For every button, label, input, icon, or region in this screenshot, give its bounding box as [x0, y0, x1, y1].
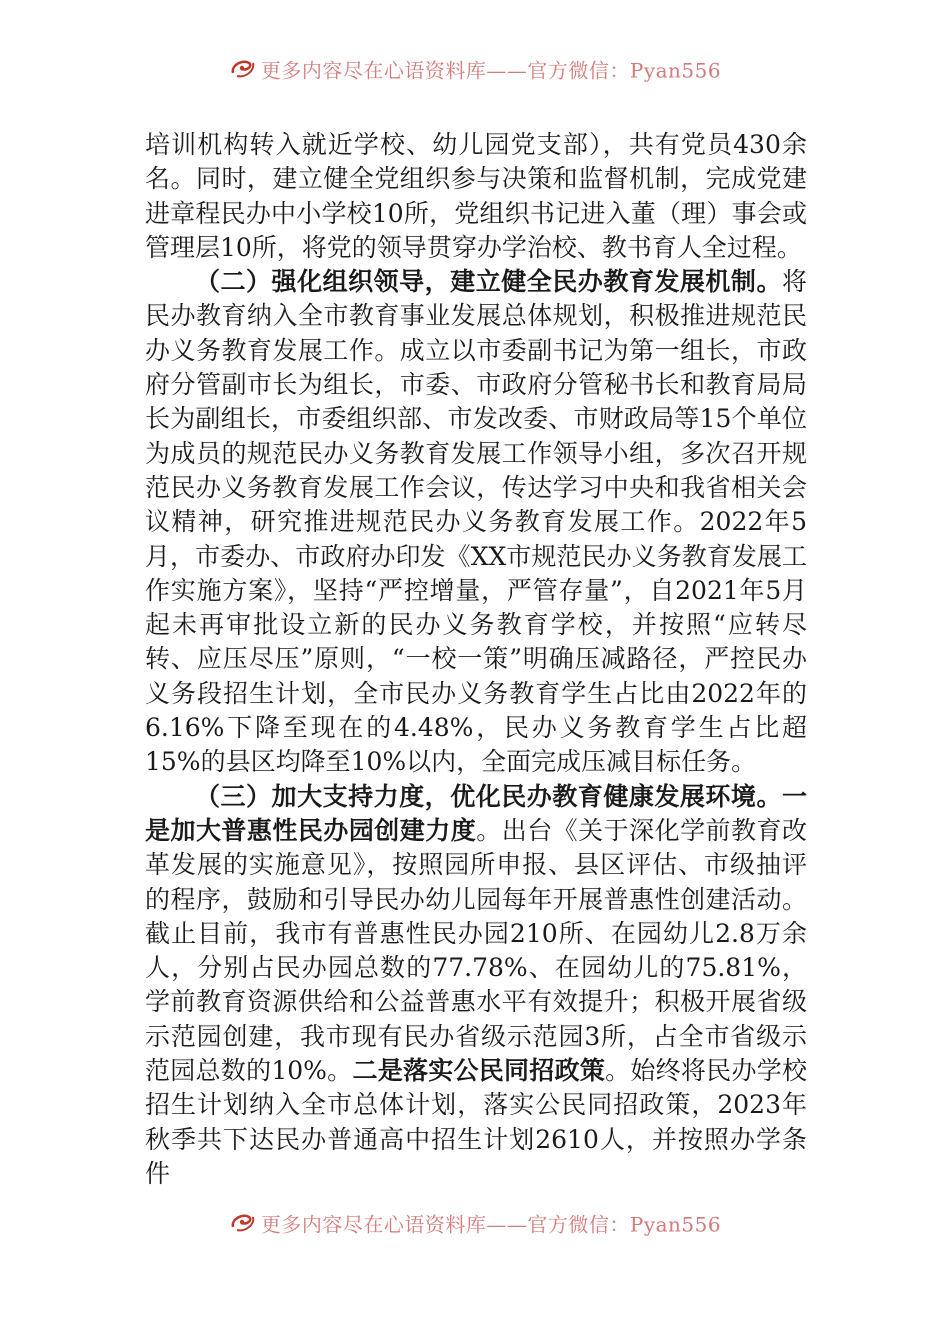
section-heading-3: （三）加大支持力度，优化民办教育健康发展环境。	[195, 781, 782, 811]
paragraph-text: 。始终将民办学校招生计划纳入全市总体计划，落实公民同招政策，2023年秋季共下达民办普通高中招生计划2610人，并按照办学条件	[145, 1056, 807, 1188]
document-body	[145, 128, 807, 1191]
watermark-text: 更多内容尽在心语资料库——官方微信：Pyan556	[260, 1212, 722, 1237]
swirl-logo-icon	[229, 1211, 257, 1239]
paragraph-text: 。出台《关于深化学前教育改革发展的实施意见》，按照园所申报、县区评估、市级抽评的程序，鼓励和引导民办幼儿园每年开展普惠性创建活动。截止目前，我市有普惠性民办园210所、在园幼儿2.8万余人，分别占民办园总数的77.78%、在园幼儿的75.81%，学前教育资源供给和公益普惠水平有效提升；积极开展省级示范园创建，我市现有民办省级示范园3所，占全市省级示范园总数的10%。	[145, 815, 807, 1086]
watermark-banner-bottom	[0, 1210, 950, 1239]
paragraph-1	[145, 128, 807, 265]
paragraph-3	[145, 780, 807, 1192]
paragraph-2	[145, 265, 807, 779]
point-heading-2: 二是落实公民同招政策	[352, 1056, 606, 1086]
paragraph-text: 培训机构转入就近学校、幼儿园党支部），共有党员430余名。同时，建立健全党组织参与决策和监督机制，完成党建进章程民办中小学校10所，党组织书记进入董（理）事会或管理层10所，将党的领导贯穿办学治校、教书育人全过程。	[145, 130, 807, 262]
paragraph-text: 将民办教育纳入全市教育事业发展总体规划，积极推进规范民办义务教育发展工作。成立以市委副书记为第一组长，市政府分管副市长为组长，市委、市政府分管秘书长和教育局局长为副组长，市委组织部、市发改委、市财政局等15个单位为成员的规范民办义务教育发展工作领导小组，多次召开规范民办义务教育发展工作会议，传达学习中央和我省相关会议精神，研究推进规范民办义务教育发展工作。2022年5月，市委办、市政府办印发《XX市规范民办义务教育发展工作实施方案》，坚持“严控增量，严管存量”，自2021年5月起未再审批设立新的民办义务教育学校，并按照“应转尽转、应压尽压”原则，“一校一策”明确压减路径，严控民办义务段招生计划，全市民办义务教育学生占比由2022年的6.16%下降至现在的4.48%，民办义务教育学生占比超15%的县区均降至10%以内，全面完成压减目标任务。	[145, 267, 807, 777]
watermark-text: 更多内容尽在心语资料库——官方微信：Pyan556	[260, 58, 722, 83]
watermark-banner-top	[0, 56, 950, 85]
section-heading-2: （二）强化组织领导，建立健全民办教育发展机制。	[195, 267, 782, 297]
point-heading-1: 一是加大普惠性民办园创建力度	[145, 781, 807, 845]
swirl-logo-icon	[229, 57, 257, 85]
